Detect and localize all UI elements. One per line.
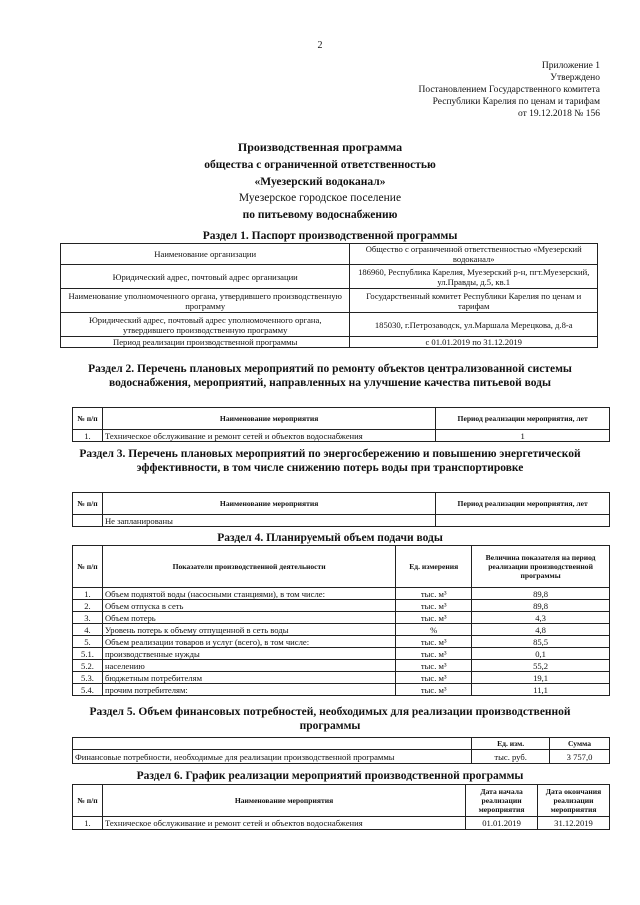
row-name: прочим потребителям: <box>102 684 395 696</box>
row-num: 1. <box>73 588 103 600</box>
row-name: населению <box>102 660 395 672</box>
row-name: Объем реализации товаров и услуг (всего), в том числе: <box>102 636 395 648</box>
doc-title: Производственная программа <box>237 140 403 154</box>
table-row <box>73 817 610 830</box>
table-row <box>61 313 598 337</box>
table-header-row <box>73 546 610 588</box>
approval-line-1: Приложение 1 <box>541 61 600 71</box>
repair-measures-table <box>72 407 610 442</box>
row-name: Уровень потерь к объему отпущенной в сеть воды <box>102 624 395 636</box>
passport-value: Общество с ограниченной ответственностью «Муезерский водоканал» <box>350 244 598 265</box>
row-num: 3. <box>73 612 103 624</box>
col-unit-header: Ед. измерения <box>396 546 472 588</box>
row-unit: тыс. руб. <box>472 750 550 764</box>
row-num: 5.2. <box>73 660 103 672</box>
row-value: 85,5 <box>472 636 610 648</box>
section5-heading: Раздел 5. Объем финансовых потребностей, необходимых для реализации производственной программы <box>89 706 571 732</box>
col-num-header: № п/п <box>73 546 103 588</box>
col-sum-header: Сумма <box>550 738 610 750</box>
passport-value: 185030, г.Петрозаводск, ул.Маршала Мерецкова, д.8-а <box>350 313 598 337</box>
col-period-header: Период реализации мероприятия, лет <box>436 493 610 515</box>
row-name: производственные нужды <box>102 648 395 660</box>
row-name: бюджетным потребителям <box>102 672 395 684</box>
col-name-header: Наименование мероприятия <box>102 493 435 515</box>
row-name: Объем потерь <box>102 612 395 624</box>
row-name: Не запланированы <box>102 515 435 527</box>
passport-value: Государственный комитет Республики Карелия по ценам и тарифам <box>350 289 598 313</box>
passport-table <box>60 243 598 348</box>
row-unit: тыс. м³ <box>396 660 472 672</box>
table-row <box>61 289 598 313</box>
passport-label: Юридический адрес, почтовый адрес организации <box>61 265 350 289</box>
col-period-header: Период реализации мероприятия, лет <box>436 408 610 430</box>
water-volume-table <box>72 545 610 696</box>
col-num-header: № п/п <box>73 785 103 817</box>
row-value: 89,8 <box>472 588 610 600</box>
page-number: 2 <box>317 40 323 51</box>
table-row <box>73 636 610 648</box>
passport-label: Период реализации производственной программы <box>61 337 350 348</box>
col-start-header: Дата начала реализации мероприятия <box>466 785 538 817</box>
row-unit: % <box>396 624 472 636</box>
table-row <box>73 648 610 660</box>
row-num: 2. <box>73 600 103 612</box>
passport-label: Наименование уполномоченного органа, утвердившего производственную программу <box>61 289 350 313</box>
table-row <box>73 600 610 612</box>
table-row <box>73 684 610 696</box>
col-value-header: Величина показателя на период реализации производственной программы <box>472 546 610 588</box>
approval-line-5: от 19.12.2018 № 156 <box>518 109 600 119</box>
col-num-header: № п/п <box>73 408 103 430</box>
row-end: 31.12.2019 <box>538 817 610 830</box>
row-period: 1 <box>436 430 610 442</box>
row-unit: тыс. м³ <box>396 672 472 684</box>
table-header-row <box>73 493 610 515</box>
table-row <box>73 750 610 764</box>
doc-title-company: общества с ограниченной ответственностью <box>204 159 436 171</box>
row-label: Финансовые потребности, необходимые для реализации производственной программы <box>73 750 472 764</box>
row-value: 4,3 <box>472 612 610 624</box>
row-unit: тыс. м³ <box>396 612 472 624</box>
row-num: 5. <box>73 636 103 648</box>
row-name: Техническое обслуживание и ремонт сетей и объектов водоснабжения <box>102 430 435 442</box>
row-num: 4. <box>73 624 103 636</box>
table-header-row <box>73 785 610 817</box>
financial-needs-table <box>72 737 610 764</box>
row-num: 5.1. <box>73 648 103 660</box>
section4-heading: Раздел 4. Планируемый объем подачи воды <box>217 532 443 544</box>
row-unit: тыс. м³ <box>396 636 472 648</box>
section6-heading: Раздел 6. График реализации мероприятий производственной программы <box>136 770 524 782</box>
col-num-header: № п/п <box>73 493 103 515</box>
table-row <box>73 672 610 684</box>
col-end-header: Дата окончания реализации мероприятия <box>538 785 610 817</box>
table-row <box>61 244 598 265</box>
col-unit-header: Ед. изм. <box>472 738 550 750</box>
passport-label: Наименование организации <box>61 244 350 265</box>
approval-line-4: Республики Карелия по ценам и тарифам <box>432 97 600 107</box>
row-unit: тыс. м³ <box>396 648 472 660</box>
table-row <box>61 265 598 289</box>
row-unit: тыс. м³ <box>396 588 472 600</box>
row-unit: тыс. м³ <box>396 600 472 612</box>
row-name: Объем отпуска в сеть <box>102 600 395 612</box>
row-value: 55,2 <box>472 660 610 672</box>
section2-heading: Раздел 2. Перечень плановых мероприятий по ремонту объектов централизованной системы водоснабжения, мероприятий, направленных на улучшение качества питьевой воды <box>88 363 572 389</box>
doc-title-name: «Муезерский водоканал» <box>254 176 386 188</box>
section1-heading: Раздел 1. Паспорт производственной программы <box>202 230 458 242</box>
row-name: Объем поднятой воды (насосными станциями), в том числе: <box>102 588 395 600</box>
row-num <box>73 515 103 527</box>
table-row <box>73 515 610 527</box>
col-name-header: Наименование мероприятия <box>102 785 465 817</box>
table-row <box>73 430 610 442</box>
row-value: 11,1 <box>472 684 610 696</box>
approval-block <box>418 60 600 120</box>
row-unit: тыс. м³ <box>396 684 472 696</box>
table-header-row <box>73 738 610 750</box>
doc-title-subject: по питьевому водоснабжению <box>242 209 398 221</box>
row-value: 19,1 <box>472 672 610 684</box>
table-row <box>61 337 598 348</box>
approval-line-2: Утверждено <box>550 73 600 83</box>
col-name-header: Наименование мероприятия <box>102 408 435 430</box>
table-row <box>73 588 610 600</box>
row-num: 1. <box>73 817 103 830</box>
table-row <box>73 660 610 672</box>
row-value: 89,8 <box>472 600 610 612</box>
table-header-row <box>73 408 610 430</box>
row-value: 0,1 <box>472 648 610 660</box>
row-value: 4,8 <box>472 624 610 636</box>
row-name: Техническое обслуживание и ремонт сетей и объектов водоснабжения <box>102 817 465 830</box>
empty-header-cell <box>73 738 472 750</box>
row-num: 5.3. <box>73 672 103 684</box>
row-num: 1. <box>73 430 103 442</box>
passport-label: Юридический адрес, почтовый адрес уполномоченного органа, утвердившего производственную программу <box>61 313 350 337</box>
section3-heading: Раздел 3. Перечень плановых мероприятий по энергосбережению и повышению энергетической эффективности, в том числе снижению потерь воды при транспортировке <box>79 448 581 474</box>
row-sum: 3 757,0 <box>550 750 610 764</box>
approval-line-3: Постановлением Государственного комитета <box>418 85 600 95</box>
col-name-header: Показатели производственной деятельности <box>102 546 395 588</box>
passport-value: с 01.01.2019 по 31.12.2019 <box>350 337 598 348</box>
schedule-table <box>72 784 610 830</box>
passport-value: 186960, Республика Карелия, Муезерский р-н, пгт.Муезерский, ул.Правды, д.5, кв.1 <box>350 265 598 289</box>
table-row <box>73 624 610 636</box>
row-num: 5.4. <box>73 684 103 696</box>
table-row <box>73 612 610 624</box>
doc-title-settlement: Муезерское городское поселение <box>238 192 402 204</box>
row-start: 01.01.2019 <box>466 817 538 830</box>
energy-measures-table <box>72 492 610 527</box>
row-period <box>436 515 610 527</box>
